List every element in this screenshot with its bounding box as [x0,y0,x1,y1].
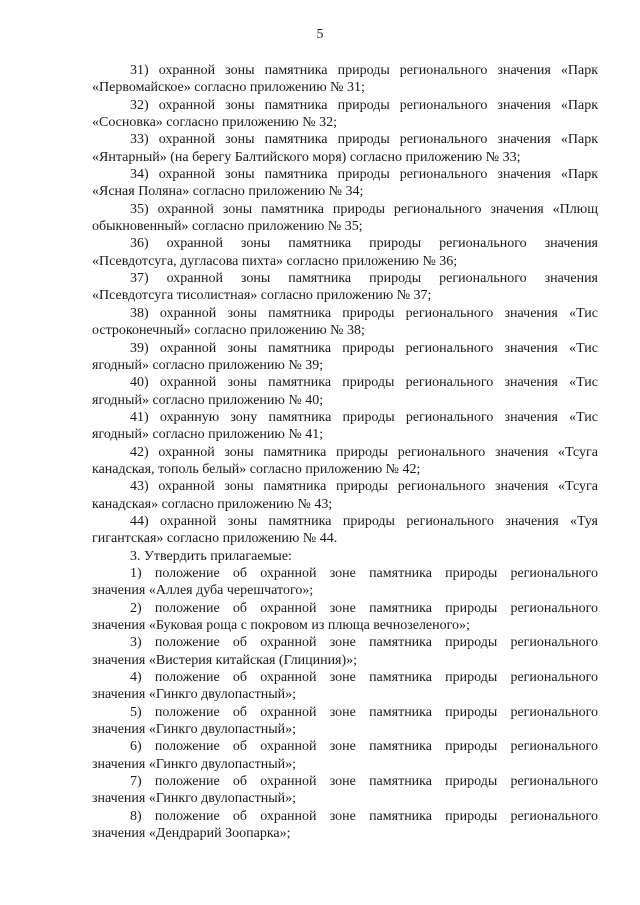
approval-item-line-2: значения «Гинкго двулопастный»; [92,687,297,703]
list-item-line-2: гигантская» согласно приложению № 44. [92,531,338,547]
list-item-line-1: 37) охранной зоны памятника природы регионального значения [130,271,598,287]
document-body [92,62,598,842]
list-item-line-1: 34) охранной зоны памятника природы регионального значения «Парк [130,167,598,183]
approval-item-line-2: значения «Гинкго двулопастный»; [92,756,297,772]
approval-item [92,738,598,773]
list-item [92,478,598,513]
page-number: 5 [316,27,324,42]
approval-item [92,704,598,739]
approval-item-line-2: значения «Буковая роща с покровом из плюща вечнозеленого»; [92,618,470,633]
section-3-heading: 3. Утвердить прилагаемые: [130,548,292,564]
list-item-line-1: 43) охранной зоны памятника природы регионального значения «Тсуга [130,479,598,495]
list-item [92,305,598,340]
approval-item-line-2: значения «Гинкго двулопастный»; [92,791,297,807]
list-item-line-2: «Сосновка» согласно приложению № 32; [92,115,337,131]
approval-item-line-1: 6) положение об охранной зоне памятника природы регионального [130,739,598,755]
approval-item-line-2: значения «Аллея дуба черешчатого»; [92,583,314,599]
approval-item-line-1: 2) положение об охранной зоне памятника природы регионального [130,600,598,616]
approval-item-line-1: 1) положение об охранной зоне памятника природы регионального [130,565,598,581]
list-item-line-1: 44) охранной зоны памятника природы регионального значения «Туя [130,513,598,529]
list-item [92,235,598,270]
list-item-line-2: «Янтарный» (на берегу Балтийского моря) согласно приложению № 33; [92,149,521,165]
list-item [92,62,598,97]
approval-item [92,669,598,704]
list-item [92,131,598,166]
list-item-line-2: «Псевдотсуга тисолистная» согласно приложению № 37; [92,288,432,304]
approval-item-line-1: 4) положение об охранной зоне памятника природы регионального [130,670,598,686]
list-item-line-1: 39) охранной зоны памятника природы регионального значения «Тис [130,340,598,356]
list-item-line-1: 42) охранной зоны памятника природы регионального значения «Тсуга [130,444,598,460]
list-item [92,409,598,444]
approval-item-line-2: значения «Гинкго двулопастный»; [92,722,297,738]
list-item-line-2: обыкновенный» согласно приложению № 35; [92,219,363,235]
list-item-line-1: 36) охранной зоны памятника природы регионального значения [130,236,598,252]
list-item [92,444,598,479]
list-item-line-2: канадская» согласно приложению № 43; [92,496,333,512]
list-item-line-2: ягодный» согласно приложению № 39; [92,357,324,373]
approval-item-line-1: 5) положение об охранной зоне памятника природы регионального [130,704,598,720]
list-item-line-2: ягодный» согласно приложению № 40; [92,392,324,408]
list-item-line-2: «Первомайское» согласно приложению № 31; [92,80,365,96]
list-item [92,340,598,375]
list-item [92,270,598,305]
approved-regulations-list [92,565,598,843]
list-item-line-2: канадская, тополь белый» согласно приложению № 42; [92,461,421,477]
list-item-line-2: «Ясная Поляна» согласно приложению № 34; [92,184,364,200]
list-item-line-1: 33) охранной зоны памятника природы регионального значения «Парк [130,132,598,148]
list-item [92,513,598,548]
approval-item-line-2: значения «Дендрарий Зоопарка»; [92,826,291,842]
list-item-line-1: 31) охранной зоны памятника природы регионального значения «Парк [130,63,598,78]
approval-item-line-2: значения «Вистерия китайская (Глициния)»; [92,652,358,668]
approval-item [92,634,598,669]
list-item-line-1: 35) охранной зоны памятника природы регионального значения «Плющ [130,201,598,217]
list-item [92,97,598,132]
list-item-line-2: «Псевдотсуга, дугласова пихта» согласно приложению № 36; [92,253,458,269]
approval-item-line-1: 8) положение об охранной зоне памятника природы регионального [130,808,598,824]
approval-item-line-1: 7) положение об охранной зоне памятника природы регионального [130,774,598,790]
approval-item [92,565,598,600]
list-item [92,166,598,201]
list-item-line-1: 38) охранной зоны памятника природы регионального значения «Тис [130,305,598,321]
list-item-line-1: 40) охранной зоны памятника природы регионального значения «Тис [130,375,598,391]
list-item-line-1: 32) охранной зоны памятника природы регионального значения «Парк [130,97,598,113]
list-item [92,201,598,236]
protected-zones-list [92,62,598,548]
approval-item [92,600,598,635]
approval-item [92,808,598,843]
list-item-line-2: остроконечный» согласно приложению № 38; [92,323,365,339]
list-item [92,374,598,409]
approval-item-line-1: 3) положение об охранной зоне памятника природы регионального [130,635,598,651]
approval-item [92,773,598,808]
list-item-line-1: 41) охранную зону памятника природы регионального значения «Тис [130,409,598,425]
list-item-line-2: ягодный» согласно приложению № 41; [92,427,324,443]
